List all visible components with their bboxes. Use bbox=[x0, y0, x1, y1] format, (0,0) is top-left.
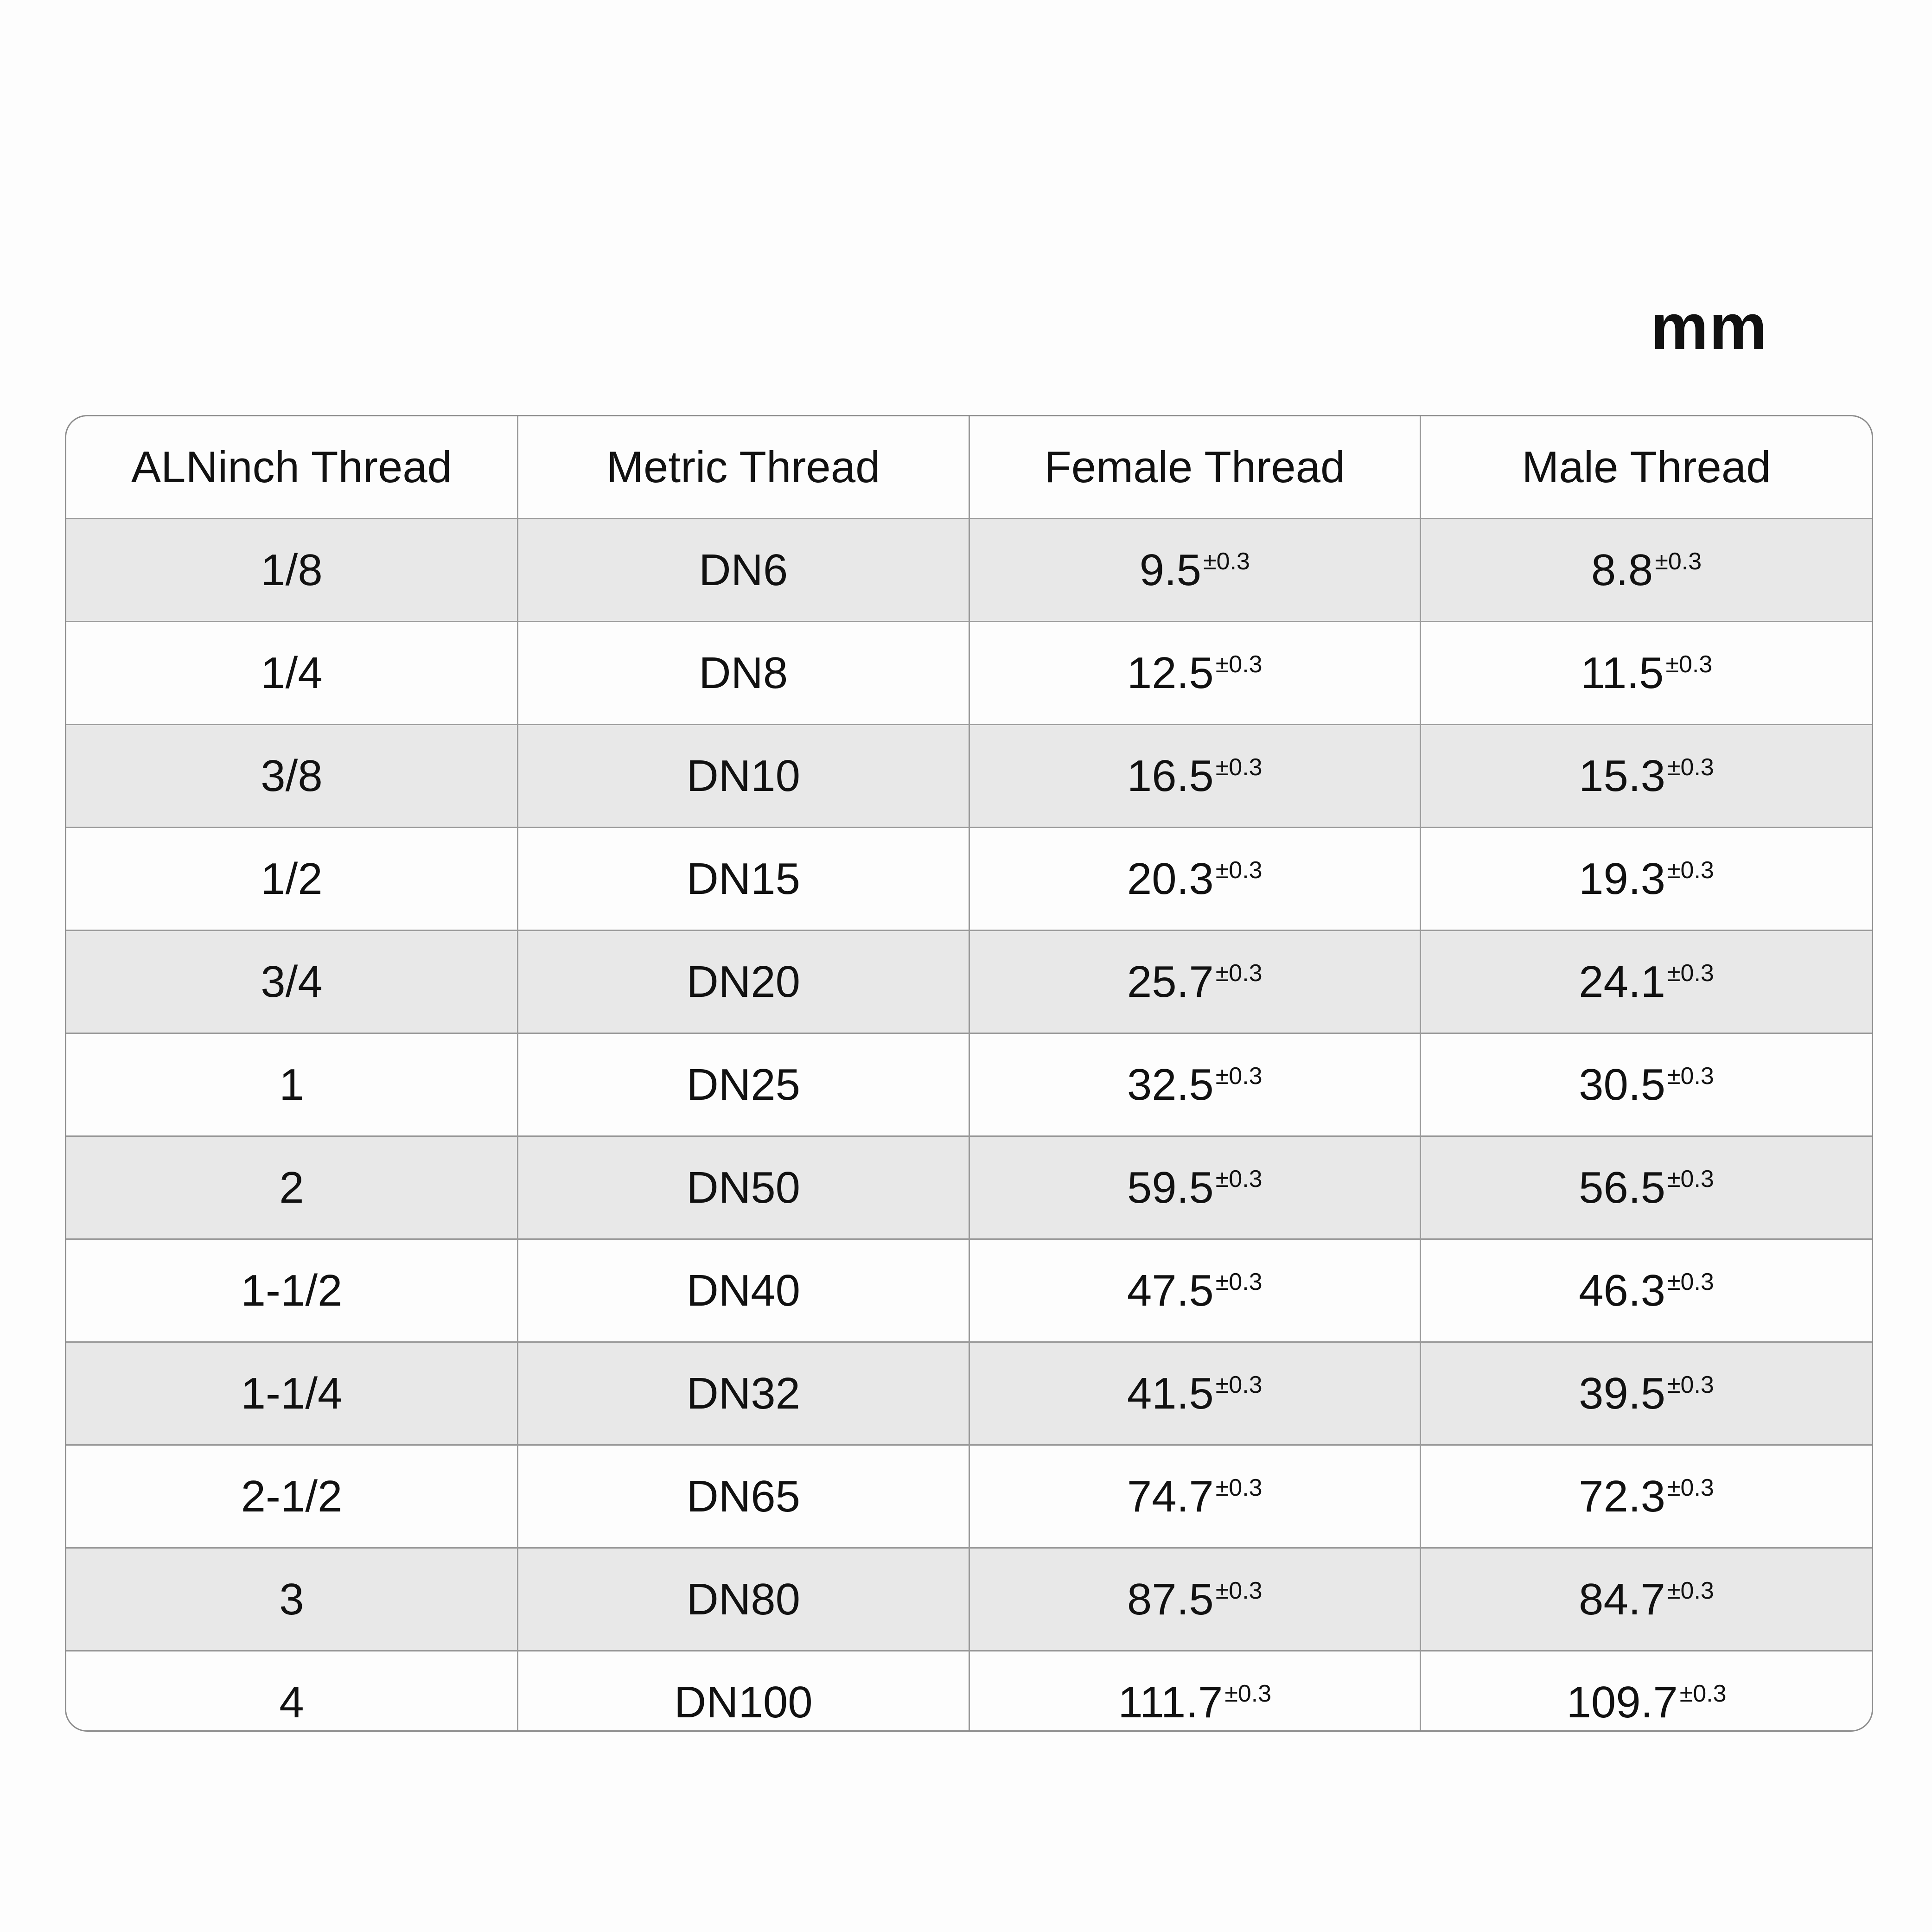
cell-metric-thread: DN8 bbox=[518, 622, 969, 725]
cell-male-thread bbox=[1421, 1445, 1872, 1548]
cell-male-thread-value: 72.3 bbox=[1579, 1471, 1665, 1521]
table-row bbox=[66, 1445, 1872, 1548]
tolerance-superscript: ±0.3 bbox=[1224, 1680, 1272, 1707]
tolerance-superscript: ±0.3 bbox=[1655, 548, 1702, 575]
cell-male-thread-value: 109.7 bbox=[1566, 1677, 1678, 1727]
cell-male-thread bbox=[1421, 622, 1872, 725]
tolerance-superscript: ±0.3 bbox=[1215, 1062, 1262, 1090]
cell-metric-thread: DN10 bbox=[518, 725, 969, 828]
cell-inch-thread: 2 bbox=[66, 1136, 518, 1239]
cell-female-thread-value: 12.5 bbox=[1127, 648, 1214, 698]
tolerance-superscript: ±0.3 bbox=[1215, 1577, 1262, 1604]
cell-inch-thread: 1-1/4 bbox=[66, 1342, 518, 1445]
cell-male-thread bbox=[1421, 1651, 1872, 1732]
tolerance-superscript: ±0.3 bbox=[1667, 1268, 1714, 1295]
cell-male-thread bbox=[1421, 931, 1872, 1033]
tolerance-superscript: ±0.3 bbox=[1667, 753, 1714, 781]
cell-female-thread-value: 25.7 bbox=[1127, 956, 1214, 1007]
table-row bbox=[66, 622, 1872, 725]
cell-female-thread-value: 41.5 bbox=[1127, 1368, 1214, 1418]
header-metric-thread: Metric Thread bbox=[518, 416, 969, 519]
cell-male-thread-value: 15.3 bbox=[1579, 751, 1665, 801]
cell-female-thread-value: 32.5 bbox=[1127, 1059, 1214, 1109]
cell-metric-thread: DN25 bbox=[518, 1033, 969, 1136]
cell-female-thread bbox=[969, 1136, 1421, 1239]
tolerance-superscript: ±0.3 bbox=[1667, 1577, 1714, 1604]
cell-male-thread bbox=[1421, 1033, 1872, 1136]
cell-metric-thread: DN32 bbox=[518, 1342, 969, 1445]
cell-female-thread-value: 74.7 bbox=[1127, 1471, 1214, 1521]
table-row bbox=[66, 1342, 1872, 1445]
tolerance-superscript: ±0.3 bbox=[1667, 959, 1714, 987]
cell-inch-thread: 3 bbox=[66, 1548, 518, 1651]
table-row bbox=[66, 1651, 1872, 1732]
header-female-thread: Female Thread bbox=[969, 416, 1421, 519]
cell-female-thread bbox=[969, 828, 1421, 931]
tolerance-superscript: ±0.3 bbox=[1679, 1680, 1727, 1707]
tolerance-superscript: ±0.3 bbox=[1665, 650, 1713, 678]
cell-metric-thread: DN20 bbox=[518, 931, 969, 1033]
cell-inch-thread: 1/2 bbox=[66, 828, 518, 931]
cell-metric-thread: DN6 bbox=[518, 519, 969, 622]
cell-inch-thread: 3/8 bbox=[66, 725, 518, 828]
tolerance-superscript: ±0.3 bbox=[1667, 1062, 1714, 1090]
cell-inch-thread: 1 bbox=[66, 1033, 518, 1136]
cell-female-thread-value: 59.5 bbox=[1127, 1162, 1214, 1212]
tolerance-superscript: ±0.3 bbox=[1667, 1371, 1714, 1398]
cell-metric-thread: DN65 bbox=[518, 1445, 969, 1548]
cell-metric-thread: DN40 bbox=[518, 1239, 969, 1342]
cell-female-thread bbox=[969, 1033, 1421, 1136]
table-header-row bbox=[66, 416, 1872, 519]
unit-label: mm bbox=[1651, 290, 1768, 363]
cell-female-thread bbox=[969, 622, 1421, 725]
cell-metric-thread: DN100 bbox=[518, 1651, 969, 1732]
cell-male-thread-value: 8.8 bbox=[1591, 545, 1653, 595]
cell-male-thread bbox=[1421, 1136, 1872, 1239]
cell-female-thread bbox=[969, 1342, 1421, 1445]
cell-female-thread bbox=[969, 1651, 1421, 1732]
cell-female-thread bbox=[969, 1548, 1421, 1651]
table-row bbox=[66, 931, 1872, 1033]
cell-female-thread bbox=[969, 519, 1421, 622]
cell-male-thread-value: 24.1 bbox=[1579, 956, 1665, 1007]
cell-female-thread bbox=[969, 931, 1421, 1033]
cell-male-thread bbox=[1421, 1548, 1872, 1651]
cell-male-thread-value: 11.5 bbox=[1580, 648, 1664, 698]
tolerance-superscript: ±0.3 bbox=[1215, 753, 1262, 781]
cell-inch-thread: 3/4 bbox=[66, 931, 518, 1033]
cell-inch-thread: 2-1/2 bbox=[66, 1445, 518, 1548]
cell-female-thread-value: 16.5 bbox=[1127, 751, 1214, 801]
table-row bbox=[66, 1239, 1872, 1342]
cell-male-thread bbox=[1421, 725, 1872, 828]
tolerance-superscript: ±0.3 bbox=[1667, 856, 1714, 884]
cell-female-thread-value: 111.7 bbox=[1118, 1677, 1223, 1727]
cell-inch-thread: 1/8 bbox=[66, 519, 518, 622]
table-row bbox=[66, 1033, 1872, 1136]
cell-male-thread-value: 84.7 bbox=[1579, 1574, 1665, 1624]
tolerance-superscript: ±0.3 bbox=[1203, 548, 1250, 575]
cell-male-thread bbox=[1421, 828, 1872, 931]
cell-female-thread-value: 9.5 bbox=[1139, 545, 1202, 595]
tolerance-superscript: ±0.3 bbox=[1215, 1165, 1262, 1192]
cell-inch-thread: 1-1/2 bbox=[66, 1239, 518, 1342]
cell-inch-thread: 1/4 bbox=[66, 622, 518, 725]
cell-female-thread bbox=[969, 725, 1421, 828]
tolerance-superscript: ±0.3 bbox=[1215, 1268, 1262, 1295]
cell-male-thread-value: 30.5 bbox=[1579, 1059, 1665, 1109]
cell-male-thread bbox=[1421, 1342, 1872, 1445]
tolerance-superscript: ±0.3 bbox=[1667, 1165, 1714, 1192]
table-row bbox=[66, 725, 1872, 828]
cell-inch-thread: 4 bbox=[66, 1651, 518, 1732]
cell-female-thread-value: 20.3 bbox=[1127, 854, 1214, 904]
thread-size-table bbox=[65, 415, 1873, 1732]
cell-female-thread-value: 87.5 bbox=[1127, 1574, 1214, 1624]
tolerance-superscript: ±0.3 bbox=[1215, 959, 1262, 987]
cell-male-thread-value: 19.3 bbox=[1579, 854, 1665, 904]
cell-metric-thread: DN50 bbox=[518, 1136, 969, 1239]
cell-female-thread bbox=[969, 1239, 1421, 1342]
header-inch-thread: ALNinch Thread bbox=[66, 416, 518, 519]
cell-metric-thread: DN80 bbox=[518, 1548, 969, 1651]
tolerance-superscript: ±0.3 bbox=[1215, 1371, 1262, 1398]
table-row bbox=[66, 519, 1872, 622]
cell-male-thread-value: 56.5 bbox=[1579, 1162, 1665, 1212]
tolerance-superscript: ±0.3 bbox=[1667, 1474, 1714, 1501]
tolerance-superscript: ±0.3 bbox=[1215, 856, 1262, 884]
cell-female-thread bbox=[969, 1445, 1421, 1548]
cell-male-thread bbox=[1421, 519, 1872, 622]
cell-female-thread-value: 47.5 bbox=[1127, 1265, 1214, 1315]
table-row bbox=[66, 828, 1872, 931]
cell-male-thread bbox=[1421, 1239, 1872, 1342]
tolerance-superscript: ±0.3 bbox=[1215, 650, 1262, 678]
table-body bbox=[66, 519, 1872, 1732]
table-row bbox=[66, 1136, 1872, 1239]
cell-male-thread-value: 39.5 bbox=[1579, 1368, 1665, 1418]
cell-male-thread-value: 46.3 bbox=[1579, 1265, 1665, 1315]
table-row bbox=[66, 1548, 1872, 1651]
tolerance-superscript: ±0.3 bbox=[1215, 1474, 1262, 1501]
cell-metric-thread: DN15 bbox=[518, 828, 969, 931]
header-male-thread: Male Thread bbox=[1421, 416, 1872, 519]
